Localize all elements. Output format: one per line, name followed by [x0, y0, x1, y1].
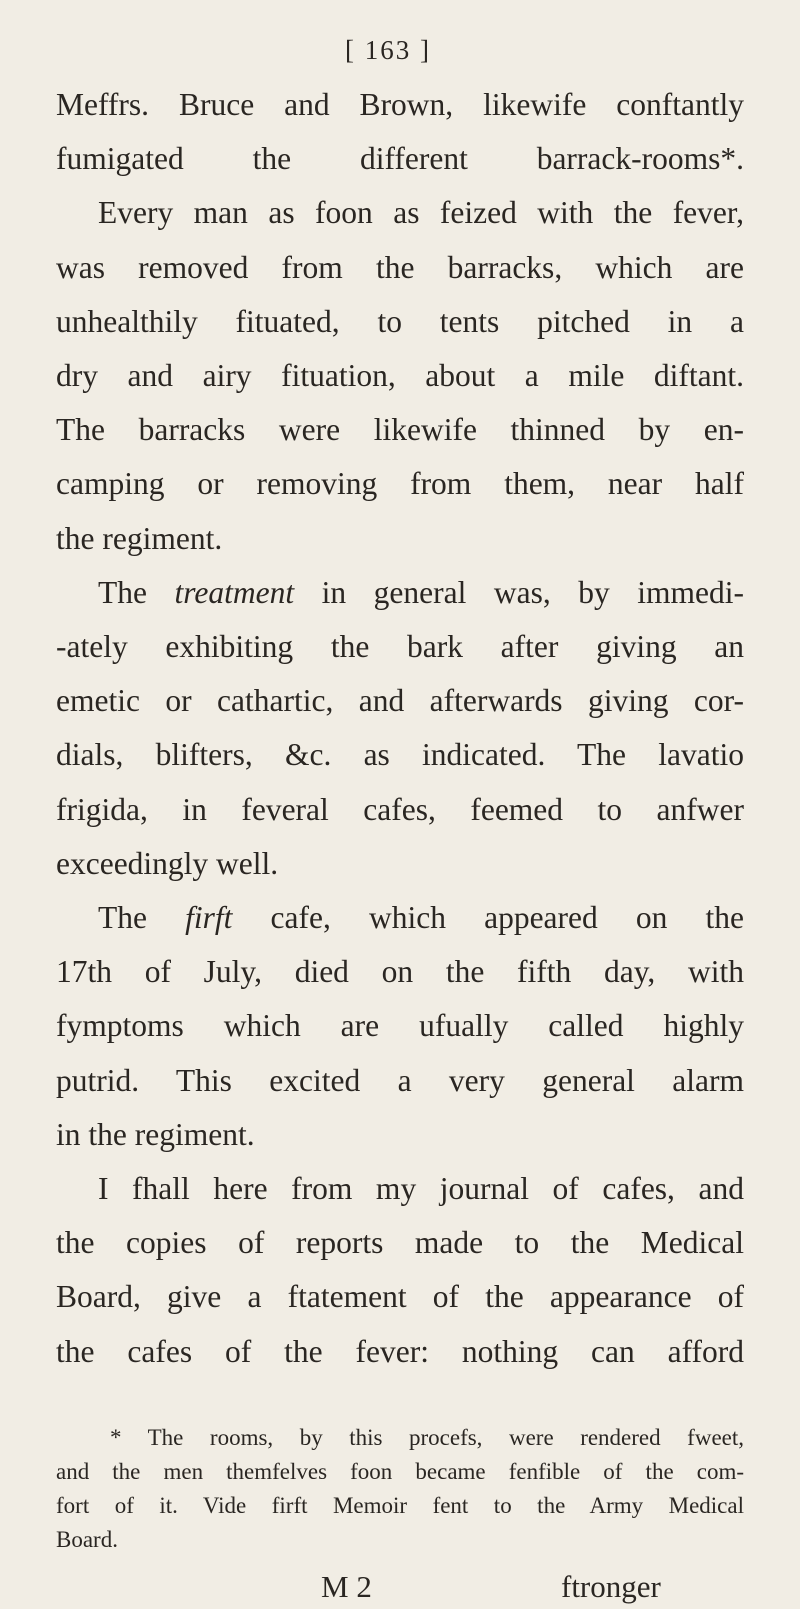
italic-word: firft	[185, 900, 233, 936]
text-line: The barracks were likewife thinned by en-	[56, 412, 744, 448]
page-number: [ 163 ]	[345, 35, 431, 65]
signature-mark: M 2	[321, 1568, 372, 1604]
text-line: Every man as foon as feized with the fever,	[98, 195, 744, 231]
text-run: cafe, which appeared on the	[270, 900, 745, 936]
text-line: unhealthily fituated, to tents pitched in a	[56, 303, 744, 339]
text-line: frigida, in feveral cafes, feemed to anfwer	[56, 791, 744, 827]
footnote-line: and the men themfelves foon became fenfible of the com-	[56, 1458, 744, 1484]
text-line	[56, 566, 744, 620]
page-footer	[56, 1565, 744, 1609]
text-line: the copies of reports made to the Medical	[56, 1225, 744, 1261]
text-line: the regiment.	[56, 520, 223, 556]
text-line: 17th of July, died on the fifth day, with	[56, 954, 744, 990]
catchword: ftronger	[561, 1568, 661, 1604]
text-line: I fhall here from my journal of cafes, and	[98, 1171, 744, 1207]
text-line: -ately exhibiting the bark after giving an	[56, 629, 744, 665]
text-line: fymptoms which are ufually called highly	[56, 1008, 744, 1044]
text-run: The	[98, 574, 147, 610]
text-line: camping or removing from them, near half	[56, 466, 744, 502]
text-line	[56, 891, 744, 945]
body-text	[56, 78, 744, 1379]
text-run: in general was, by immedi-	[321, 574, 745, 610]
footnote-line: Board.	[56, 1526, 118, 1552]
text-line: was removed from the barracks, which are	[56, 249, 744, 285]
text-line: putrid. This excited a very general alarm	[56, 1062, 744, 1098]
text-line: in the regiment.	[56, 1116, 255, 1152]
text-line: fumigated the different barrack-rooms*.	[56, 141, 744, 177]
text-line: emetic or cathartic, and afterwards giving cor-	[56, 683, 744, 719]
text-line: Meffrs. Bruce and Brown, likewife conftantly	[56, 87, 744, 122]
text-line: the cafes of the fever: nothing can afford	[56, 1333, 744, 1369]
footnote-line: fort of it. Vide firft Memoir fent to the Army Medical	[56, 1492, 744, 1518]
text-line: exceedingly well.	[56, 845, 279, 881]
footnote-line: * The rooms, by this procefs, were rendered fweet,	[110, 1424, 744, 1450]
footnote	[56, 1421, 744, 1557]
text-line: Board, give a ftatement of the appearance of	[56, 1279, 744, 1315]
italic-word: treatment	[174, 574, 295, 610]
text-run: The	[98, 900, 147, 936]
text-line: dials, blifters, &c. as indicated. The lavatio	[56, 737, 744, 773]
text-line: dry and airy fituation, about a mile diftant.	[56, 358, 744, 394]
